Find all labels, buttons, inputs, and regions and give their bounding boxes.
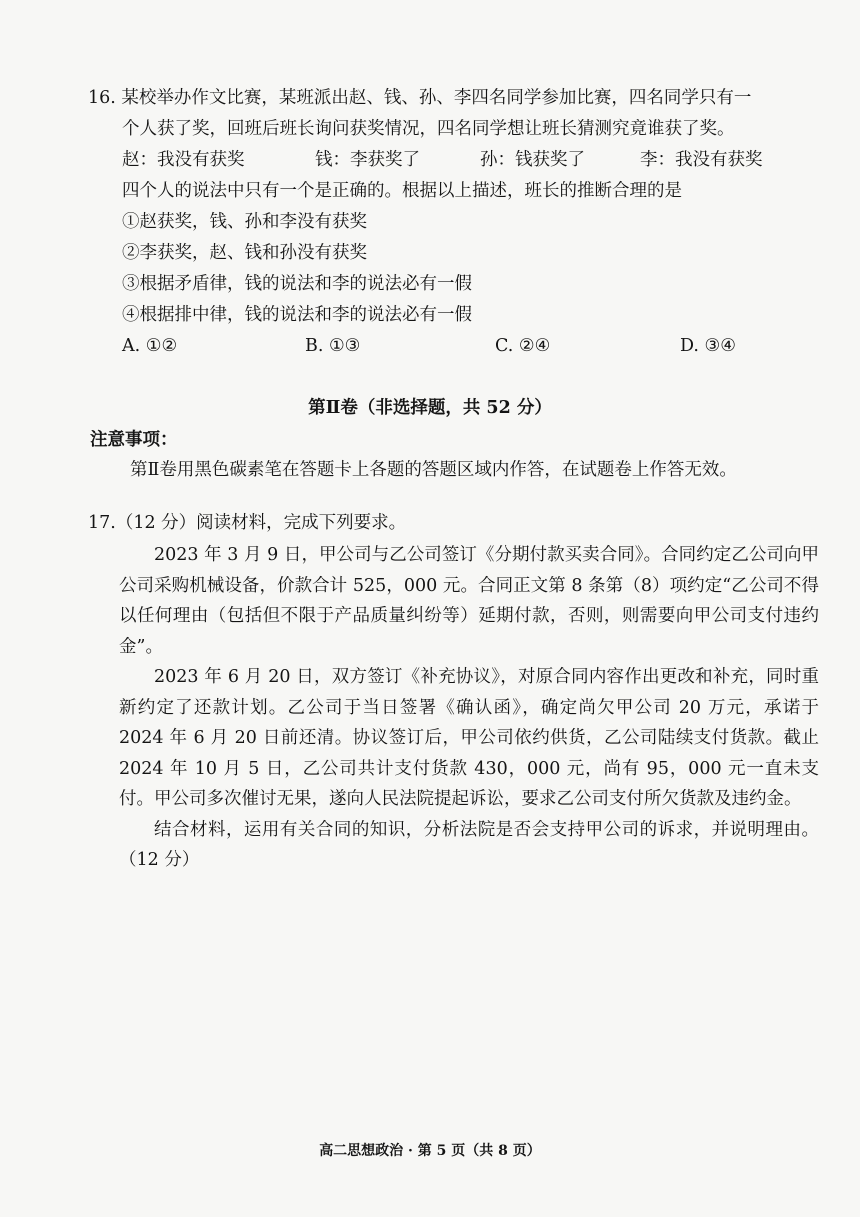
q16-stem-line2: 个人获了奖，回班后班长询问获奖情况，四名同学想让班长猜测究竟谁获了奖。 (122, 119, 735, 139)
statement-li: 李：我没有获奖 (640, 150, 763, 170)
option-b: B. ①③ (305, 336, 361, 356)
q16-stem-line3: 四个人的说法中只有一个是正确的。根据以上描述，班长的推断合理的是 (122, 181, 682, 201)
page-footer: 高二思想政治 · 第 5 页（共 8 页） (319, 1143, 541, 1159)
notice-label: 注意事项： (90, 430, 178, 450)
q16-item-2: ②李获奖，赵、钱和孙没有获奖 (122, 243, 367, 263)
q17-paragraph-1: 2023 年 3 月 9 日，甲公司与乙公司签订《分期付款买卖合同》。合同约定乙公司向甲公司采购机械设备，价款合计 525，000 元。合同正文第 8 条第（8）项约定“乙公司不得以任何理由（包括但不限于产品质量纠纷等）延期付款，否则，则需要向甲公司支付违约金”。 (119, 545, 819, 657)
option-a: A. ①② (122, 336, 178, 356)
option-c: C. ②④ (495, 336, 551, 356)
statement-zhao: 赵：我没有获奖 (122, 150, 245, 170)
statement-sun: 孙：钱获奖了 (480, 150, 585, 170)
q16-item-1: ①赵获奖，钱、孙和李没有获奖 (122, 212, 367, 232)
q16-stem-line1: 16. 某校举办作文比赛，某班派出赵、钱、孙、李四名同学参加比赛，四名同学只有一 (88, 88, 752, 108)
q16-item-3: ③根据矛盾律，钱的说法和李的说法必有一假 (122, 274, 472, 294)
q17-paragraph-2: 2023 年 6 月 20 日，双方签订《补充协议》，对原合同内容作出更改和补充，同时重新约定了还款计划。乙公司于当日签署《确认函》，确定尚欠甲公司 20 万元，承诺于 2024 年 6 月 20 日前还清。协议签订后，甲公司依约供货，乙公司陆续支付货款。截止 2024 年 10 月 5 日，乙公司共计支付货款 430，000 元，尚有 95，000 元一直未支付。甲公司多次催讨无果，遂向人民法院提起诉讼，要求乙公司支付所欠货款及违约金。 (119, 667, 819, 809)
q17-paragraph-3: 结合材料，运用有关合同的知识，分析法院是否会支持甲公司的诉求，并说明理由。（12 分） (119, 819, 819, 870)
statement-qian: 钱：李获奖了 (315, 150, 420, 170)
q17-header: 17.（12 分）阅读材料，完成下列要求。 (88, 513, 407, 533)
q16-item-4: ④根据排中律，钱的说法和李的说法必有一假 (122, 305, 472, 325)
section2-title: 第Ⅱ卷（非选择题，共 52 分） (308, 398, 552, 418)
option-d: D. ③④ (680, 336, 736, 356)
q17-material (119, 540, 819, 876)
notice-text: 第Ⅱ卷用黑色碳素笔在答题卡上各题的答题区域内作答，在试题卷上作答无效。 (130, 460, 737, 480)
